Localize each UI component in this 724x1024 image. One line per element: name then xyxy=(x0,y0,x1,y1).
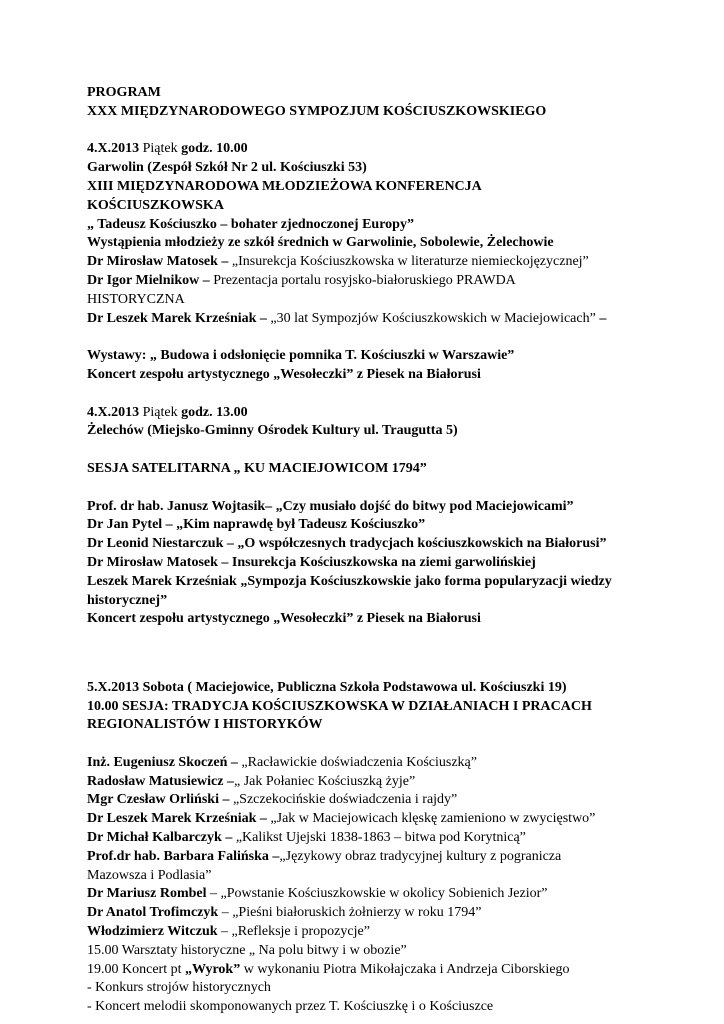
talk: Dr Anatol Trofimczyk – „Pieśni białoruskich żołnierzy w roku 1794” xyxy=(87,905,482,921)
talk: Dr Michał Kalbarczyk – „Kalikst Ujejski 1838-1863 – bitwa pod Korytnicą” xyxy=(87,830,526,846)
day1b-date: 4.X.2013 Piątek godz. 13.00 xyxy=(87,404,248,420)
extra-item: - Koncert melodii skomponowanych przez T. Kościuszkę i o Kościuszce xyxy=(87,999,494,1015)
evening-concert: 19.00 Koncert pt „Wyrok” w wykonaniu Piotra Mikołajczaka i Andrzeja Ciborskiego xyxy=(87,961,570,977)
talk-continuation: Mazowsza i Podlasia” xyxy=(87,867,212,883)
talk: Inż. Eugeniusz Skoczeń – „Racławickie doświadczenia Kościuszką” xyxy=(87,754,477,770)
day1-date: 4.X.2013 Piątek godz. 10.00 xyxy=(87,141,248,157)
symposium-title: XXX MIĘDZYNARODOWEGO SYMPOZJUM KOŚCIUSZKOWSKIEGO xyxy=(87,103,547,119)
conference-title: „ Tadeusz Kościuszko – bohater zjednoczonej Europy” xyxy=(87,216,414,232)
conference-name-line1: XIII MIĘDZYNARODOWA MŁODZIEŻOWA KONFERENCJA xyxy=(87,178,482,194)
talk: Włodzimierz Witczuk – „Refleksje i propozycje” xyxy=(87,924,370,940)
conference-name-line2: KOŚCIUSZKOWSKA xyxy=(87,197,224,213)
workshop: 15.00 Warsztaty historyczne „ Na polu bitwy i w obozie” xyxy=(87,942,407,958)
talk: Dr Mariusz Rombel – „Powstanie Kościuszkowskie w okolicy Sobienich Jezior” xyxy=(87,886,548,902)
extra-item: - Konkurs strojów historycznych xyxy=(87,980,271,996)
talk-continuation: historycznej” xyxy=(87,592,168,608)
talk: Radosław Matusiewicz –„ Jak Połaniec Kościuszką żyje” xyxy=(87,773,416,789)
concert: Koncert zespołu artystycznego „Wesołeczki” z Piesek na Białorusi xyxy=(87,366,481,382)
talk: Dr Leszek Marek Krześniak – „Jak w Maciejowicach klęskę zamieniono w zwycięstwo” xyxy=(87,811,596,827)
talk: Dr Igor Mielnikow – Prezentacja portalu rosyjsko-białoruskiego PRAWDA xyxy=(87,272,516,288)
day2-session-line1: 10.00 SESJA: TRADYCJA KOŚCIUSZKOWSKA W DZIAŁANIACH I PRACACH xyxy=(87,698,592,714)
talk: Dr Mirosław Matosek – „Insurekcja Kościuszkowska w literaturze niemieckojęzycznej” xyxy=(87,254,589,270)
youth-presentations: Wystąpienia młodzieży ze szkół średnich w Garwolinie, Sobolewie, Żelechowie xyxy=(87,235,554,251)
day2-heading: 5.X.2013 Sobota ( Maciejowice, Publiczna Szkoła Podstawowa ul. Kościuszki 19) xyxy=(87,679,567,695)
program-document xyxy=(87,84,687,1017)
satellite-session: SESJA SATELITARNA „ KU MACIEJOWICOM 1794” xyxy=(87,460,427,476)
day2-session-line2: REGIONALISTÓW I HISTORYKÓW xyxy=(87,717,323,733)
talk: Dr Jan Pytel – „Kim naprawdę był Tadeusz Kościuszko” xyxy=(87,517,426,533)
talk: Dr Mirosław Matosek – Insurekcja Kościuszkowska na ziemi garwolińskiej xyxy=(87,554,536,570)
talk: Dr Leszek Marek Krześniak – „30 lat Sympozjów Kościuszkowskich w Maciejowicach” – xyxy=(87,310,607,326)
concert: Koncert zespołu artystycznego „Wesołeczki” z Piesek na Białorusi xyxy=(87,611,481,627)
talk: Prof.dr hab. Barbara Falińska –„Językowy obraz tradycyjnej kultury z pogranicza xyxy=(87,848,562,864)
day1b-location: Żelechów (Miejsko-Gminny Ośrodek Kultury ul. Traugutta 5) xyxy=(87,423,458,439)
talk: Prof. dr hab. Janusz Wojtasik– „Czy musiało dojść do bitwy pod Maciejowicami” xyxy=(87,498,574,514)
program-label: PROGRAM xyxy=(87,85,161,100)
talk: Leszek Marek Krześniak „Sympozja Kościuszkowskie jako forma popularyzacji wiedzy xyxy=(87,573,612,589)
day1-location: Garwolin (Zespół Szkół Nr 2 ul. Kościuszki 53) xyxy=(87,160,367,176)
talk-continuation: HISTORYCZNA xyxy=(87,291,185,307)
exhibition: Wystawy: „ Budowa i odsłonięcie pomnika T. Kościuszki w Warszawie” xyxy=(87,348,515,364)
talk: Mgr Czesław Orliński – „Szczekocińskie doświadczenia i rajdy” xyxy=(87,792,458,808)
talk: Dr Leonid Niestarczuk – „O współczesnych tradycjach kościuszkowskich na Białorusi” xyxy=(87,536,607,552)
